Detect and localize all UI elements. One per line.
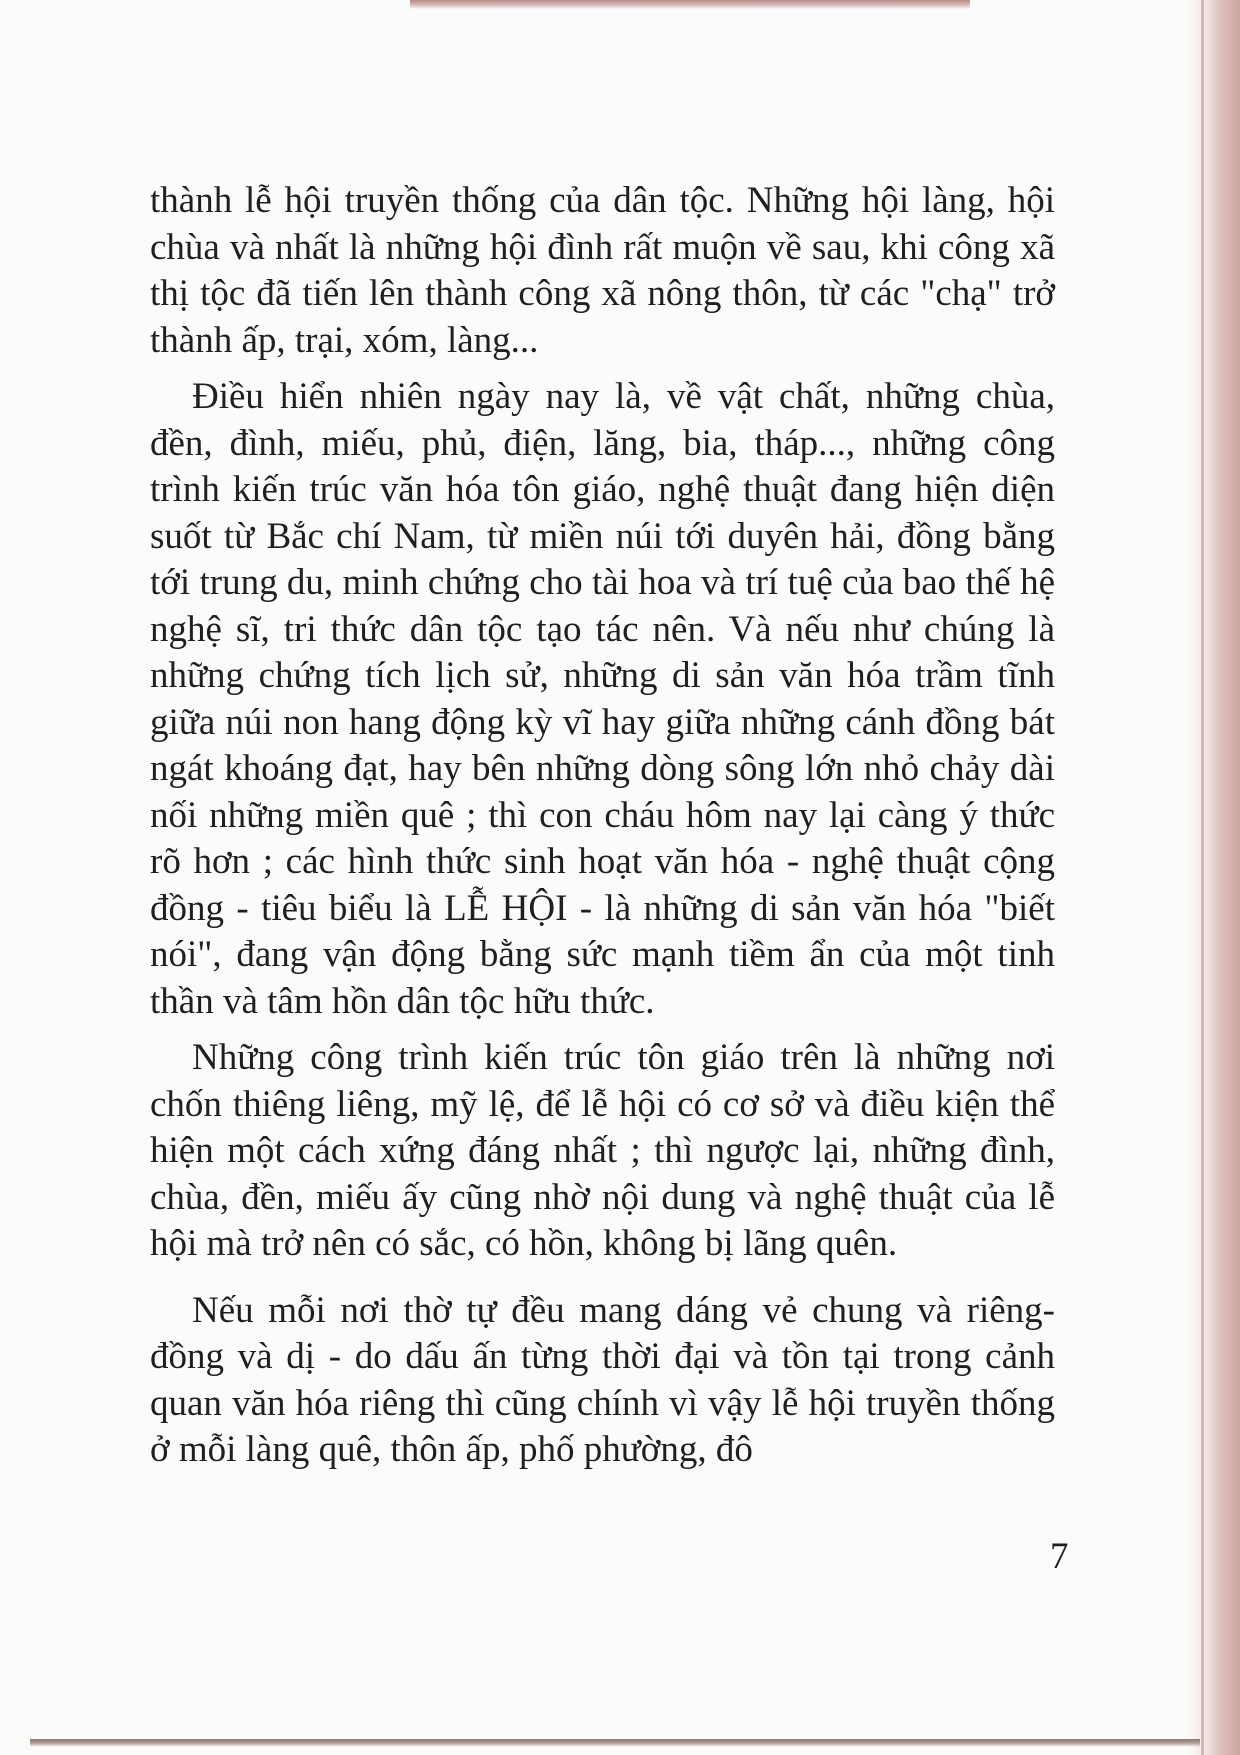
page-right-edge-line (1201, 0, 1204, 1755)
page-top-edge (410, 0, 970, 9)
paragraph-4: Nếu mỗi nơi thờ tự đều mang dáng vẻ chung và riêng-đồng và dị - do dấu ấn từng thời đại và tồn tại trong cảnh quan văn hóa riêng thì cũng chính vì vậy lễ hội truyền thống ở mỗi làng quê, thôn ấp, phố phường, đô (150, 1289, 1055, 1470)
page-right-edge (1188, 0, 1240, 1755)
page-bottom-edge (30, 1739, 1200, 1747)
paragraph-3: Những công trình kiến trúc tôn giáo trên là những nơi chốn thiêng liêng, mỹ lệ, để lễ hội có cơ sở và điều kiện thể hiện một cách xứng đáng nhất ; thì ngược lại, những đình, chùa, đền, miếu ấy cũng nhờ nội dung và nghệ thuật của lễ hội mà trở nên có sắc, có hồn, không bị lãng quên. (150, 1037, 1055, 1264)
body-text (150, 178, 1055, 1474)
page-number: 7 (1050, 1536, 1069, 1577)
paragraph-2: Điều hiển nhiên ngày nay là, về vật chất, những chùa, đền, đình, miếu, phủ, điện, lăng, bia, tháp..., những công trình kiến trúc văn hóa tôn giáo, nghệ thuật đang hiện diện suốt từ Bắc chí Nam, từ miền núi tới duyên hải, đồng bằng tới trung du, minh chứng cho tài hoa và trí tuệ của bao thế hệ nghệ sĩ, tri thức dân tộc tạo tác nên. Và nếu như chúng là những chứng tích lịch sử, những di sản văn hóa trầm tĩnh giữa núi non hang động kỳ vĩ hay giữa những cánh đồng bát ngát khoáng đạt, hay bên những dòng sông lớn nhỏ chảy dài nối những miền quê ; thì con cháu hôm nay lại càng ý thức rõ hơn ; các hình thức sinh hoạt văn hóa - nghệ thuật cộng đồng - tiêu biểu là LỄ HỘI - là những di sản văn hóa "biết nói", đang vận động bằng sức mạnh tiềm ẩn của một tinh thần và tâm hồn dân tộc hữu thức. (150, 376, 1055, 1022)
paragraph-1: thành lễ hội truyền thống của dân tộc. Những hội làng, hội chùa và nhất là những hội đình rất muộn về sau, khi công xã thị tộc đã tiến lên thành công xã nông thôn, từ các "chạ" trở thành ấp, trại, xóm, làng... (150, 180, 1055, 361)
